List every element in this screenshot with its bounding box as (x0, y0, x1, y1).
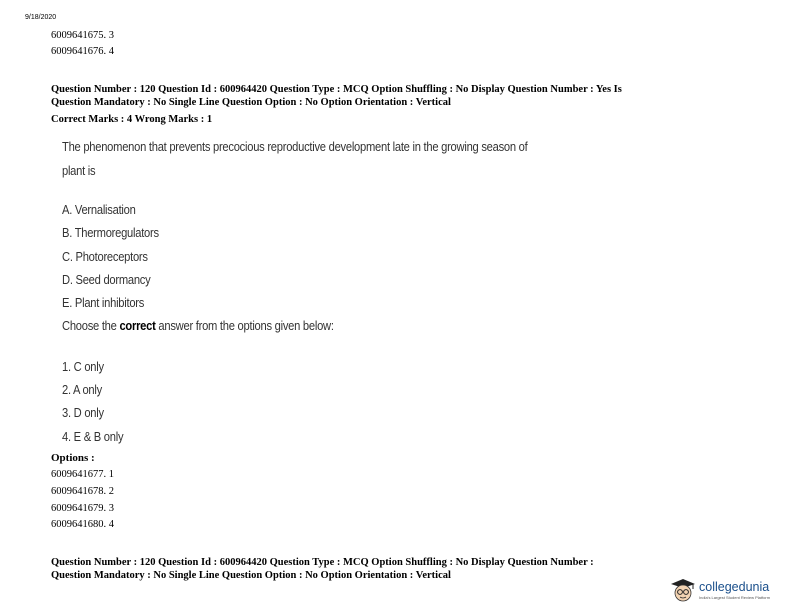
choice-item: D. Seed dormancy (62, 272, 151, 287)
answer-item: 4. E & B only (62, 429, 124, 444)
mascot-icon (668, 576, 698, 604)
prev-option-id: 6009641676. 4 (51, 46, 114, 57)
instruction-post: answer from the options given below: (155, 318, 334, 333)
instruction-pre: Choose the (62, 318, 120, 333)
option-id: 6009641680. 4 (51, 519, 114, 530)
prev-option-id: 6009641675. 3 (51, 30, 114, 41)
logo-wordmark: collegedunia (699, 580, 770, 594)
print-date: 9/18/2020 (25, 14, 57, 21)
answer-item: 1. C only (62, 359, 104, 374)
question-meta-line: Question Number : 120 Question Id : 600964420 Question Type : MCQ Option Shuffling : No Display Question Number : Yes Is (51, 84, 622, 95)
question-marks: Correct Marks : 4 Wrong Marks : 1 (51, 114, 213, 125)
choice-item: B. Thermoregulators (62, 225, 159, 240)
collegedunia-logo (668, 576, 778, 604)
option-id: 6009641677. 1 (51, 469, 114, 480)
option-id: 6009641679. 3 (51, 503, 114, 514)
question-meta-line: Question Mandatory : No Single Line Question Option : No Option Orientation : Vertical (51, 97, 451, 108)
choice-item: C. Photoreceptors (62, 249, 148, 264)
choice-item: A. Vernalisation (62, 202, 136, 217)
choice-item: E. Plant inhibitors (62, 295, 145, 310)
answer-item: 3. D only (62, 405, 104, 420)
next-question-meta-line: Question Number : 120 Question Id : 600964420 Question Type : MCQ Option Shuffling : No Display Question Number : (51, 557, 594, 568)
question-stem: plant is (62, 163, 96, 178)
options-label: Options : (51, 452, 95, 464)
instruction-bold: correct (119, 318, 156, 333)
next-question-meta-line: Question Mandatory : No Single Line Question Option : No Option Orientation : Vertical (51, 570, 451, 581)
logo-tagline: India's Largest Student Review Platform (699, 595, 771, 600)
question-stem: The phenomenon that prevents precocious reproductive development late in the growing season of (62, 139, 528, 154)
option-id: 6009641678. 2 (51, 486, 114, 497)
question-instruction (62, 318, 334, 333)
answer-item: 2. A only (62, 382, 102, 397)
